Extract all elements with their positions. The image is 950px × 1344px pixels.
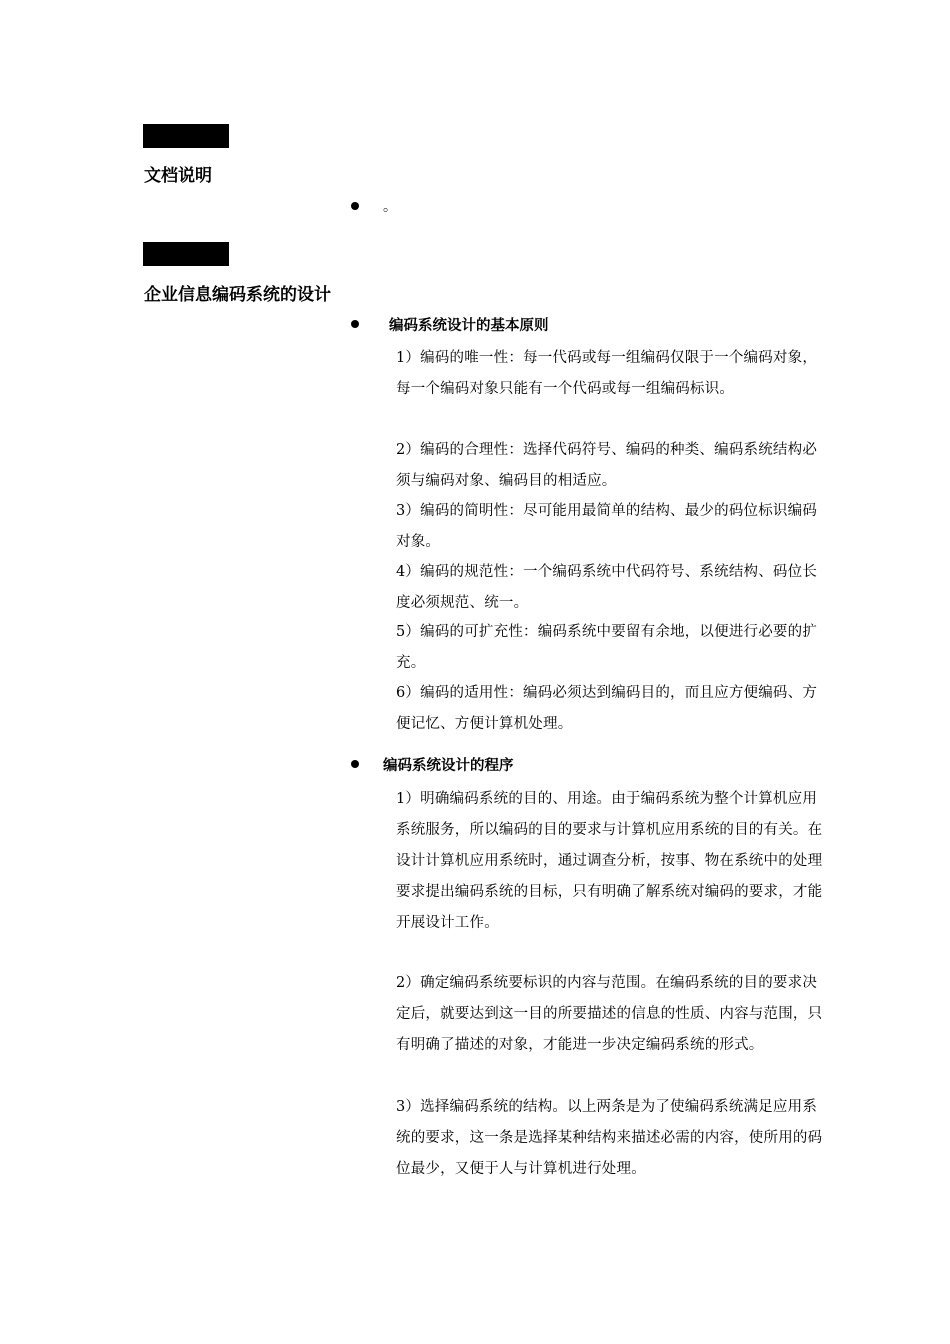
- principle-paragraph: 6）编码的适用性：编码必须达到编码目的，而且应方便编码、方便记忆、方便计算机处理。: [396, 685, 818, 732]
- subsection-heading-procedure: 编码系统设计的程序: [383, 758, 514, 774]
- principle-paragraph: 5）编码的可扩充性：编码系统中要留有余地，以便进行必要的扩充。: [396, 624, 818, 671]
- principle-paragraph: 3）编码的简明性：尽可能用最简单的结构、最少的码位标识编码对象。: [396, 503, 818, 550]
- principle-paragraph: 1）编码的唯一性：每一代码或每一组编码仅限于一个编码对象，每一个编码对象只能有一个代码或每一组编码标识。: [396, 350, 818, 397]
- bullet-dot: [351, 320, 359, 328]
- principle-paragraph: 4）编码的规范性：一个编码系统中代码符号、系统结构、码位长度必须规范、统一。: [396, 564, 818, 611]
- section-title-coding-system-design: 企业信息编码系统的设计: [144, 285, 331, 305]
- bullet-text: 。: [383, 199, 397, 215]
- bullet-dot: [351, 760, 359, 768]
- procedure-paragraph: 3）选择编码系统的结构。以上两条是为了使编码系统满足应用系统的要求，这一条是选择某种结构来描述必需的内容，使所用的码位最少，又便于人与计算机进行处理。: [396, 1099, 823, 1177]
- principle-paragraph: 2）编码的合理性：选择代码符号、编码的种类、编码系统结构必须与编码对象、编码目的相适应。: [396, 442, 818, 489]
- procedure-paragraph: 2）确定编码系统要标识的内容与范围。在编码系统的目的要求决定后，就要达到这一目的所要描述的信息的性质、内容与范围，只有明确了描述的对象，才能进一步决定编码系统的形式。: [396, 975, 823, 1053]
- redaction-bar: [143, 242, 229, 266]
- procedure-paragraph: 1）明确编码系统的目的、用途。由于编码系统为整个计算机应用系统服务，所以编码的目的要求与计算机应用系统的目的有关。在设计计算机应用系统时，通过调查分析，按事、物在系统中的处理要求提出编码系统的目标，只有明确了解系统对编码的要求，才能开展设计工作。: [396, 791, 823, 931]
- redaction-bar: [143, 124, 229, 148]
- bullet-dot: [351, 202, 359, 210]
- subsection-heading-principles: 编码系统设计的基本原则: [389, 318, 549, 334]
- section-title-doc-description: 文档说明: [144, 166, 212, 186]
